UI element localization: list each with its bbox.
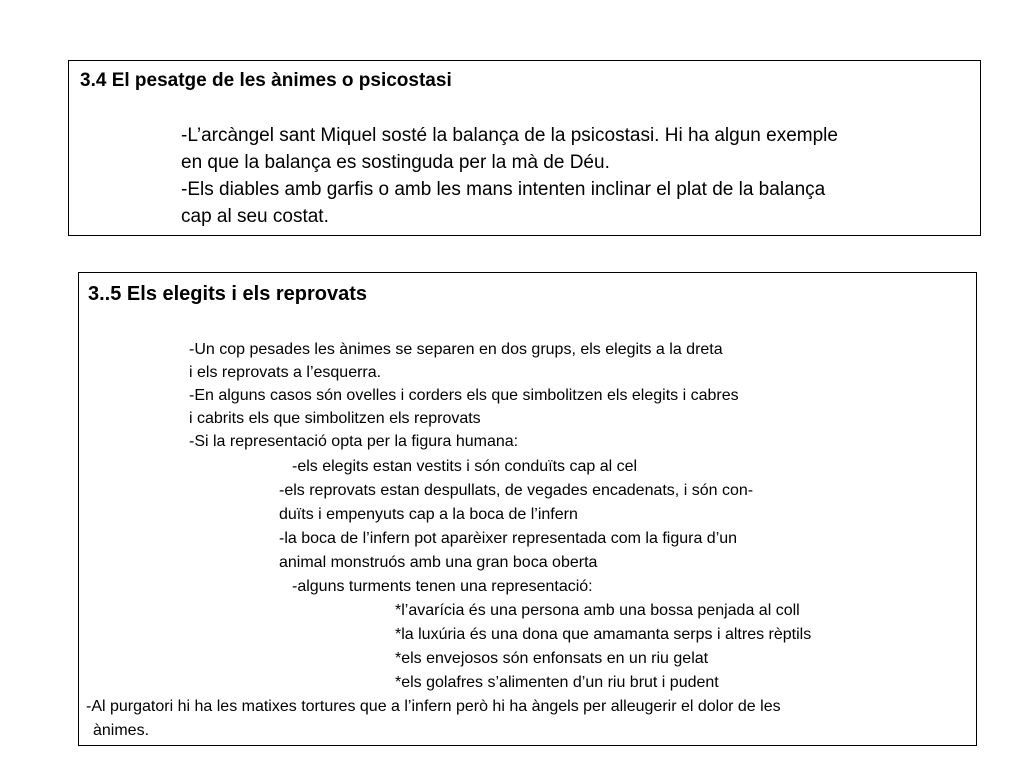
section-3-5-box: [78, 272, 977, 746]
section-3-5-line: *la luxúria és una dona que amamanta serps i altres rèptils: [395, 626, 812, 643]
section-3-5-line: i cabrits els que simbolitzen els reprovats: [189, 410, 481, 427]
section-3-4-line: cap al seu costat.: [181, 206, 329, 227]
section-3-5-line: i els reprovats a l’esquerra.: [189, 364, 382, 381]
section-3-5-line: -En alguns casos són ovelles i corders els que simbolitzen els elegits i cabres: [189, 387, 739, 404]
section-3-5-line: -Un cop pesades les ànimes se separen en dos grups, els elegits a la dreta: [189, 341, 723, 358]
section-3-4-line: en que la balança es sostinguda per la mà de Déu.: [181, 152, 610, 173]
section-3-4-line: -L’arcàngel sant Miquel sosté la balança de la psicostasi. Hi ha algun exemple: [181, 125, 838, 146]
section-3-5-line: *els golafres s’alimenten d’un riu brut i pudent: [395, 674, 719, 691]
section-3-5-line: *l’avarícia és una persona amb una bossa penjada al coll: [395, 602, 800, 619]
section-3-4-box: [68, 60, 981, 236]
section-3-5-line: -els reprovats estan despullats, de vegades encadenats, i són con-: [279, 482, 754, 499]
section-3-5-line: *els envejosos són enfonsats en un riu gelat: [395, 650, 709, 667]
section-3-5-line: animal monstruós amb una gran boca oberta: [279, 554, 598, 571]
section-3-5-line: -els elegits estan vestits i són conduïts cap al cel: [292, 458, 638, 475]
section-3-5-title: 3..5 Els elegits i els reprovats: [88, 283, 368, 305]
section-3-4-title: 3.4 El pesatge de les ànimes o psicostasi: [80, 70, 452, 91]
section-3-5-line: ànimes.: [93, 722, 150, 739]
section-3-5-line: -Si la representació opta per la figura humana:: [189, 433, 519, 450]
section-3-5-line: -alguns turments tenen una representació:: [292, 578, 593, 595]
section-3-5-line: duïts i empenyuts cap a la boca de l’infern: [279, 506, 578, 523]
section-3-5-line: -la boca de l’infern pot aparèixer representada com la figura d’un: [279, 530, 738, 547]
section-3-4-line: -Els diables amb garfis o amb les mans intenten inclinar el plat de la balança: [181, 179, 826, 200]
section-3-5-line: -Al purgatori hi ha les matixes tortures que a l’infern però hi ha àngels per alleugerir el dolor de les: [86, 698, 781, 715]
